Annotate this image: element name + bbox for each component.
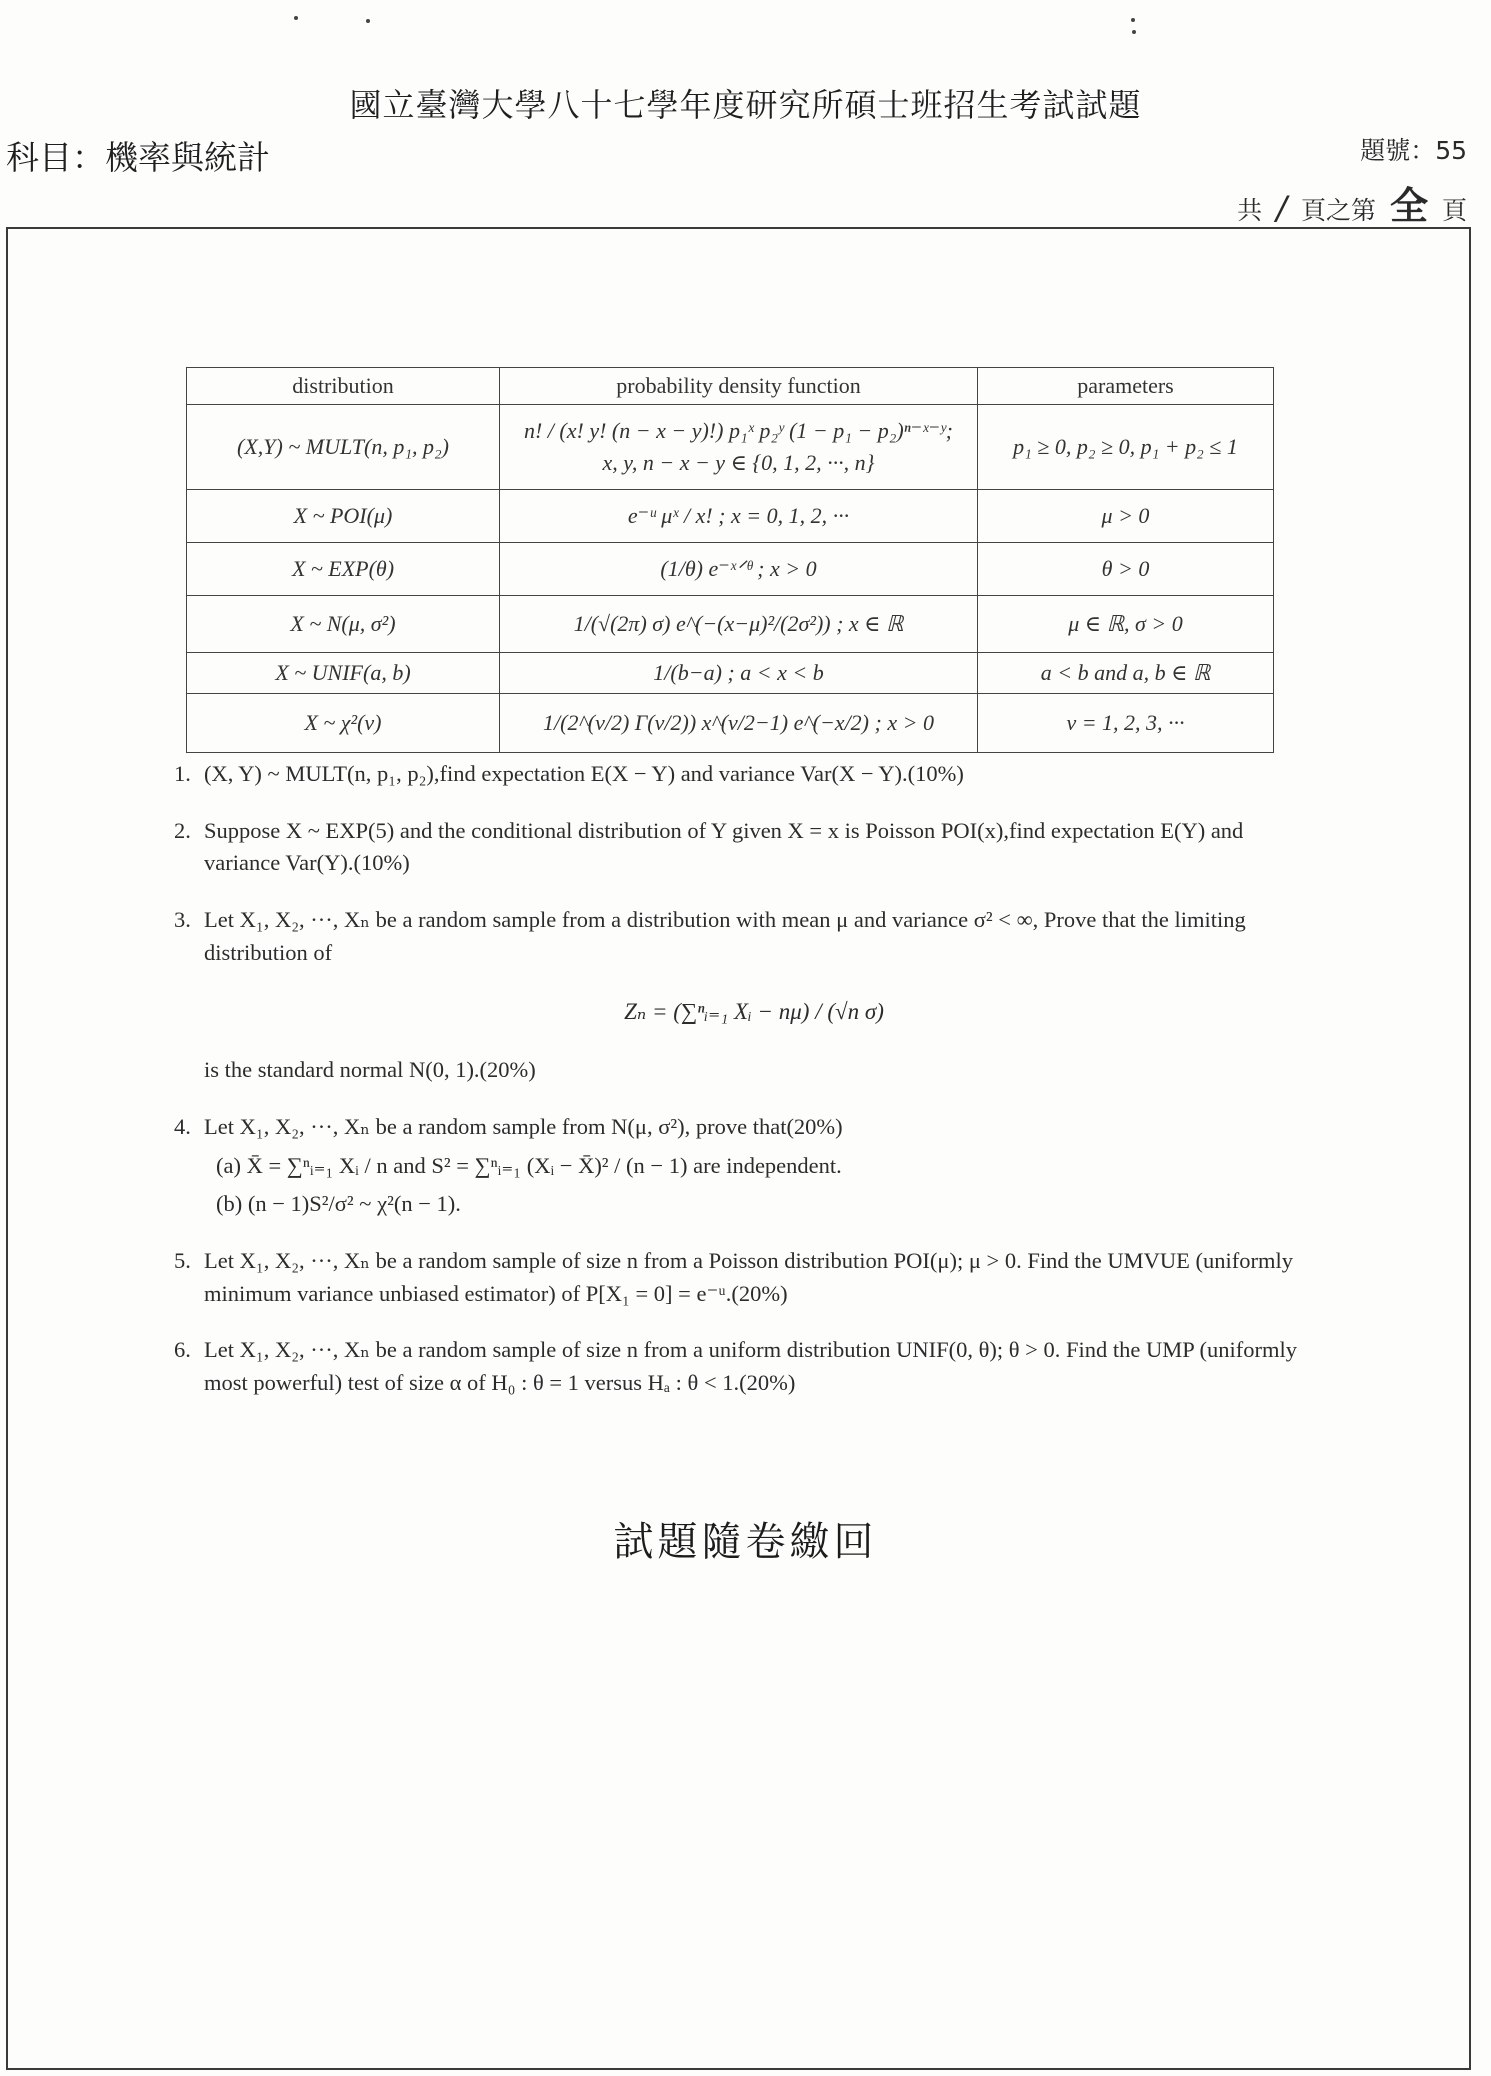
problem-3 <box>174 904 1304 1087</box>
problem-number: 1. <box>174 761 191 786</box>
table-row <box>187 405 1274 490</box>
table-row <box>187 596 1274 653</box>
table-header-row <box>187 368 1274 405</box>
column-header-distribution: distribution <box>187 368 500 405</box>
row-parameters: a < b and a, b ∈ ℝ <box>978 653 1274 694</box>
pdf-line: x, y, n − x − y ∈ {0, 1, 2, ···, n} <box>602 450 875 475</box>
pdf-line: n! / (x! y! (n − x − y)!) p₁ˣ p₂ʸ (1 − p₁ − p₂)ⁿ⁻ˣ⁻ʸ; <box>523 418 954 444</box>
problem-4b: (b) (n − 1)S²/σ² ~ χ²(n − 1). <box>216 1191 461 1217</box>
row-pdf: 1/(2^(ν/2) Γ(ν/2)) x^(ν/2−1) e^(−x/2) ; x > 0 <box>500 693 978 752</box>
page-count <box>1237 175 1467 230</box>
problem-4 <box>174 1111 1304 1221</box>
problem-5 <box>174 1245 1304 1310</box>
pages-mid: 頁之第 <box>1300 196 1376 225</box>
problem-conclusion: is the standard normal N(0, 1).(20%) <box>204 1057 536 1083</box>
problem-number: 6. <box>174 1337 191 1363</box>
table-row <box>187 543 1274 596</box>
row-distribution: (X,Y) ~ MULT(n, p₁, p₂) <box>187 405 500 490</box>
problem-4a: (a) X̄ = ∑ⁿᵢ₌₁ Xᵢ / n and S² = ∑ⁿᵢ₌₁ (Xᵢ − X̄)² / (n − 1) are independent. <box>216 1152 842 1178</box>
row-pdf <box>500 405 978 490</box>
row-pdf: 1/(b−a) ; a < x < b <box>500 653 978 694</box>
table-row <box>187 653 1274 694</box>
distribution-table <box>186 367 1274 753</box>
row-distribution: X ~ N(μ, σ²) <box>187 596 500 653</box>
row-distribution: X ~ χ²(ν) <box>187 693 500 752</box>
problem-text: Let X₁, X₂, ···, Xₙ be a random sample from N(μ, σ²), prove that(20%) <box>204 1114 843 1140</box>
table-row <box>187 490 1274 543</box>
pages-slash: / <box>1276 189 1287 227</box>
row-parameters: μ ∈ ℝ, σ > 0 <box>978 596 1274 653</box>
exam-title: 國立臺灣大學八十七學年度研究所碩士班招生考試試題 <box>349 86 1142 124</box>
problem-6 <box>174 1334 1304 1399</box>
row-parameters: p₁ ≥ 0, p₂ ≥ 0, p₁ + p₂ ≤ 1 <box>978 405 1274 490</box>
question-number: 題號：55 <box>1360 136 1467 165</box>
problem-list <box>174 758 1304 1423</box>
problem-text: Suppose X ~ EXP(5) and the conditional distribution of Y given X = x is Poisson POI(x),find expectation E(Y) and variance Var(Y).(10%) <box>204 817 1244 876</box>
problem-text: Let X₁, X₂, ···, Xₙ be a random sample of size n from a uniform distribution UNIF(0, θ); θ > 0. Find the UMP (uniformly most powerful) test of size α of H₀ : θ = 1 versus Hₐ : θ < 1.(20%) <box>204 1337 1298 1395</box>
problem-number: 2. <box>174 817 191 843</box>
problem-number: 3. <box>174 906 191 932</box>
row-pdf: 1/(√(2π) σ) e^(−(x−μ)²/(2σ²)) ; x ∈ ℝ <box>500 596 978 653</box>
column-header-parameters: parameters <box>978 368 1274 405</box>
row-parameters: μ > 0 <box>978 490 1274 543</box>
problem-text: Let X₁, X₂, ···, Xₙ be a random sample from a distribution with mean μ and variance σ² < ∞, Prove that the limiting distribution of <box>204 906 1246 965</box>
problem-number: 5. <box>174 1247 191 1273</box>
problem-body <box>204 904 1304 1087</box>
column-header-pdf: probability density function <box>500 368 978 405</box>
pages-suffix: 頁 <box>1441 196 1467 225</box>
row-pdf: e⁻ᵘ μˣ / x! ; x = 0, 1, 2, ··· <box>500 490 978 543</box>
subject-label: 科目：機率與統計 <box>6 138 270 177</box>
return-notice: 試題隨卷繳回 <box>613 1519 878 1565</box>
zn-equation: Zₙ = (∑ⁿᵢ₌₁ Xᵢ − nμ) / (√n σ) <box>624 999 884 1025</box>
problem-2 <box>174 815 1304 880</box>
pages-prefix: 共 <box>1237 196 1263 225</box>
problem-1 <box>174 758 1304 791</box>
row-distribution: X ~ EXP(θ) <box>187 543 500 596</box>
problem-number: 4. <box>174 1114 191 1140</box>
row-distribution: X ~ POI(μ) <box>187 490 500 543</box>
problem-text: (X, Y) ~ MULT(n, p₁, p₂),find expectation E(X − Y) and variance Var(X − Y).(10%) <box>204 761 964 786</box>
row-parameters: ν = 1, 2, 3, ··· <box>978 693 1274 752</box>
row-parameters: θ > 0 <box>978 543 1274 596</box>
table-row <box>187 693 1274 752</box>
pages-value: 全 <box>1389 184 1428 228</box>
row-pdf: (1/θ) e⁻ˣᐟᶿ ; x > 0 <box>500 543 978 596</box>
problem-text: Let X₁, X₂, ···, Xₙ be a random sample of size n from a Poisson distribution POI(μ); μ > 0. Find the UMVUE (uniformly minimum variance unbiased estimator) of P[X₁ = 0] = e⁻ᵘ.(20%) <box>204 1247 1293 1306</box>
row-distribution: X ~ UNIF(a, b) <box>187 653 500 694</box>
problem-body <box>204 1111 1304 1221</box>
